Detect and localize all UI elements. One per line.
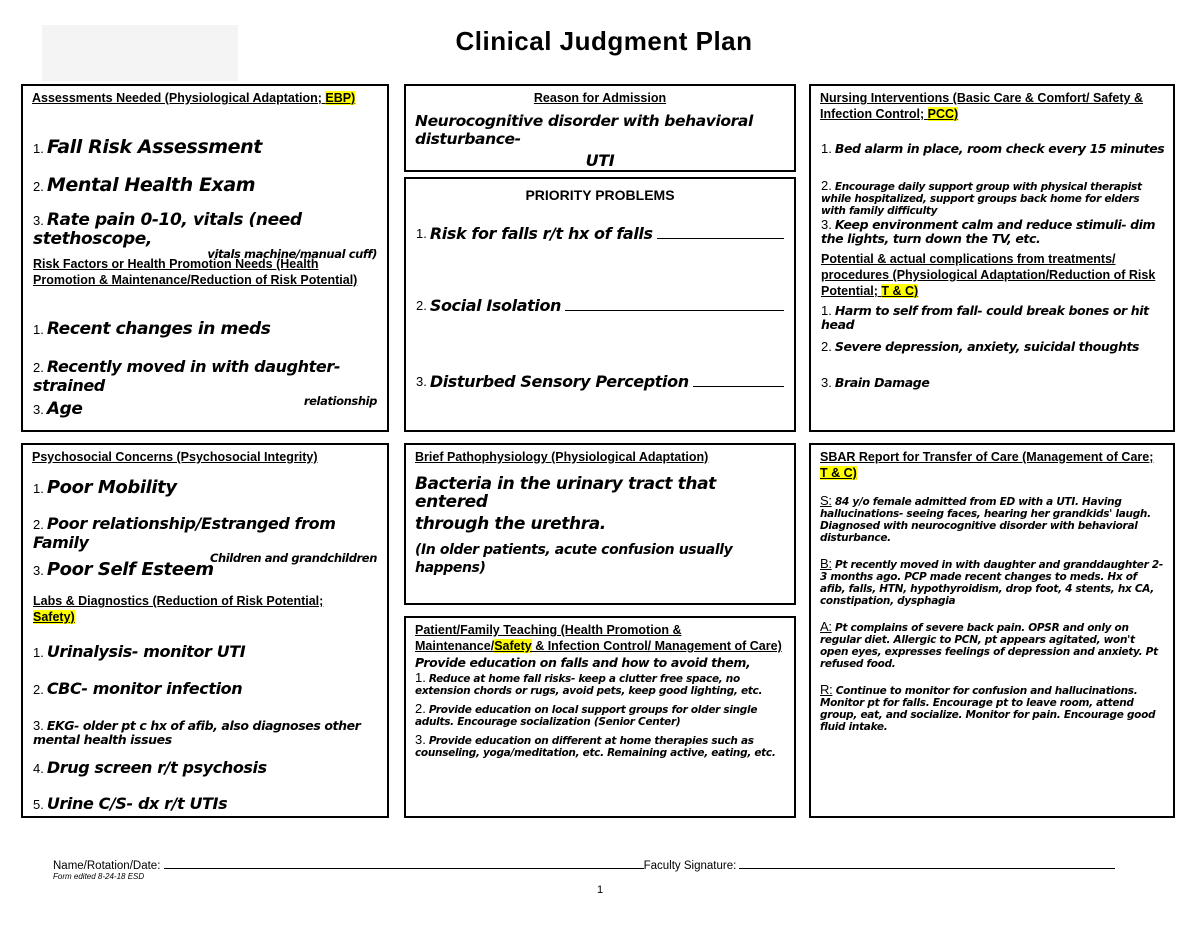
reason-box — [404, 84, 796, 172]
name-rotation-date-label: Name/Rotation/Date: — [53, 860, 161, 872]
intervention-item: 2. Encourage daily support group with physical therapist while hospitalized, support groups back home for elders with family difficulty — [821, 178, 1142, 217]
sbar-background: B: Pt recently moved in with daughter and granddaughter 2-3 months ago. PCP made recent changes to meds. Hx of afib, falls, HTN, hypothyroidism, drop foot, 4 stents, hx CA, constipation, dysphagia — [820, 556, 1163, 607]
teaching-item: 3. Provide education on different at home therapies such as counseling, yoga/meditation, etc. Remaining active, eating, etc. — [415, 732, 776, 759]
teaching-box — [404, 616, 796, 818]
interventions-header: Nursing Interventions (Basic Care & Comfort/ Safety & Infection Control; PCC) — [820, 91, 1143, 121]
faculty-signature-label: Faculty Signature: — [643, 860, 737, 872]
psychosocial-header: Psychosocial Concerns (Psychosocial Integrity) — [32, 450, 318, 464]
complication-item: 1. Harm to self from fall- could break bones or hit head — [821, 303, 1149, 332]
priority-box — [404, 177, 796, 432]
patho-header: Brief Pathophysiology (Physiological Adaptation) — [415, 450, 709, 464]
pcc-tag: PCC) — [927, 107, 959, 121]
tc-tag: T & C) — [820, 466, 857, 480]
complication-item: 3. Brain Damage — [821, 375, 930, 390]
lab-item: 4. Drug screen r/t psychosis — [33, 758, 267, 777]
lab-item: 1. Urinalysis- monitor UTI — [33, 642, 246, 661]
psychosocial-item: 2. Poor relationship/Estranged from Family Children and grandchildren — [33, 514, 377, 565]
reason-header: Reason for Admission — [533, 91, 667, 105]
name-rotation-date-field[interactable] — [164, 858, 644, 869]
tc-tag: T & C) — [881, 284, 919, 298]
reason-line: UTI — [585, 151, 615, 170]
teaching-item: 2. Provide education on local support groups for older single adults. Encourage socialization (Senior Center) — [415, 701, 758, 728]
patho-line: Bacteria in the urinary tract that entered — [415, 474, 716, 512]
psychosocial-item: 3. Poor Self Esteem — [33, 559, 214, 580]
complications-header: Potential & actual complications from treatments/ procedures (Physiological Adaptation/Reduction of Risk Potential; T & C) — [821, 252, 1156, 298]
sbar-assessment: A: Pt complains of severe back pain. OPSR and only on regular diet. Allergic to PCN, pt appears agitated, won't open eyes, expresses feelings of depression and anxiety. Pt refused food. — [820, 619, 1158, 670]
risk-item: 2. Recently moved in with daughter-strained relationship — [33, 357, 377, 408]
reason-line: Neurocognitive disorder with behavioral disturbance- — [415, 112, 753, 148]
teaching-header: Patient/Family Teaching (Health Promotion & Maintenance/Safety & Infection Control/ Management of Care) — [415, 623, 782, 653]
priority-header: PRIORITY PROBLEMS — [525, 187, 675, 203]
interventions-box — [809, 84, 1175, 432]
lab-item: 2. CBC- monitor infection — [33, 679, 243, 698]
assessment-item: 3. Rate pain 0-10, vitals (need stethoscope, vitals machine/manual cuff) — [33, 210, 377, 261]
teaching-intro: Provide education on falls and how to avoid them, — [415, 655, 751, 670]
priority-item: 2. Social Isolation — [416, 297, 784, 315]
patho-line: (In older patients, acute confusion usually happens) — [415, 542, 733, 576]
labs-header: Labs & Diagnostics (Reduction of Risk Potential; Safety) — [33, 594, 324, 624]
sbar-header: SBAR Report for Transfer of Care (Management of Care; T & C) — [820, 450, 1154, 480]
risk-factors-header: Risk Factors or Health Promotion Needs (Health Promotion & Maintenance/Reduction of Risk Potential) — [33, 257, 358, 287]
page-title: Clinical Judgment Plan — [455, 26, 753, 56]
complication-item: 2. Severe depression, anxiety, suicidal thoughts — [821, 339, 1140, 354]
assessments-header: Assessments Needed (Physiological Adaptation; EBP) — [32, 91, 356, 105]
ebp-tag: EBP) — [325, 91, 356, 105]
assessment-item: 1. Fall Risk Assessment — [33, 136, 262, 158]
assessments-box — [21, 84, 389, 432]
risk-item: 1. Recent changes in meds — [33, 319, 271, 339]
footer-signature-line — [53, 858, 1115, 872]
priority-item: 3. Disturbed Sensory Perception — [416, 373, 784, 391]
intervention-item: 3. Keep environment calm and reduce stimuli- dim the lights, turn down the TV, etc. — [821, 217, 1156, 246]
safety-tag: Safety — [494, 639, 532, 653]
assessment-item: 2. Mental Health Exam — [33, 174, 256, 196]
form-edited-note: Form edited 8-24-18 ESD — [53, 872, 145, 881]
teaching-item: 1. Reduce at home fall risks- keep a clutter free space, no extension chords or rugs, avoid pets, keep good lighting, etc. — [415, 670, 763, 697]
lab-item: 3. EKG- older pt c hx of afib, also diagnoses other mental health issues — [33, 718, 361, 747]
sbar-situation: S: 84 y/o female admitted from ED with a UTI. Having hallucinations- seeing faces, hearing her grandkids' laugh. Diagnosed with neurocognitive disorder with behavioral disturbance. — [820, 493, 1151, 544]
lab-item: 5. Urine C/S- dx r/t UTIs — [33, 794, 228, 813]
sbar-box — [809, 443, 1175, 818]
sbar-recommendation: R: Continue to monitor for confusion and hallucinations. Monitor pt for falls. Encourage pt to leave room, attend group, eat, and socialize. Monitor for pain. Encourage good fluid intake. — [820, 682, 1156, 733]
faculty-signature-field[interactable] — [739, 858, 1115, 869]
psychosocial-box — [21, 443, 389, 818]
page-number: 1 — [596, 884, 604, 896]
psychosocial-item: 1. Poor Mobility — [33, 477, 177, 498]
risk-item: 3. Age — [33, 399, 83, 419]
safety-tag: Safety) — [33, 610, 75, 624]
patho-box — [404, 443, 796, 605]
priority-item: 1. Risk for falls r/t hx of falls — [416, 225, 784, 243]
patho-line: through the urethra. — [415, 514, 606, 534]
intervention-item: 1. Bed alarm in place, room check every 15 minutes — [821, 141, 1165, 156]
